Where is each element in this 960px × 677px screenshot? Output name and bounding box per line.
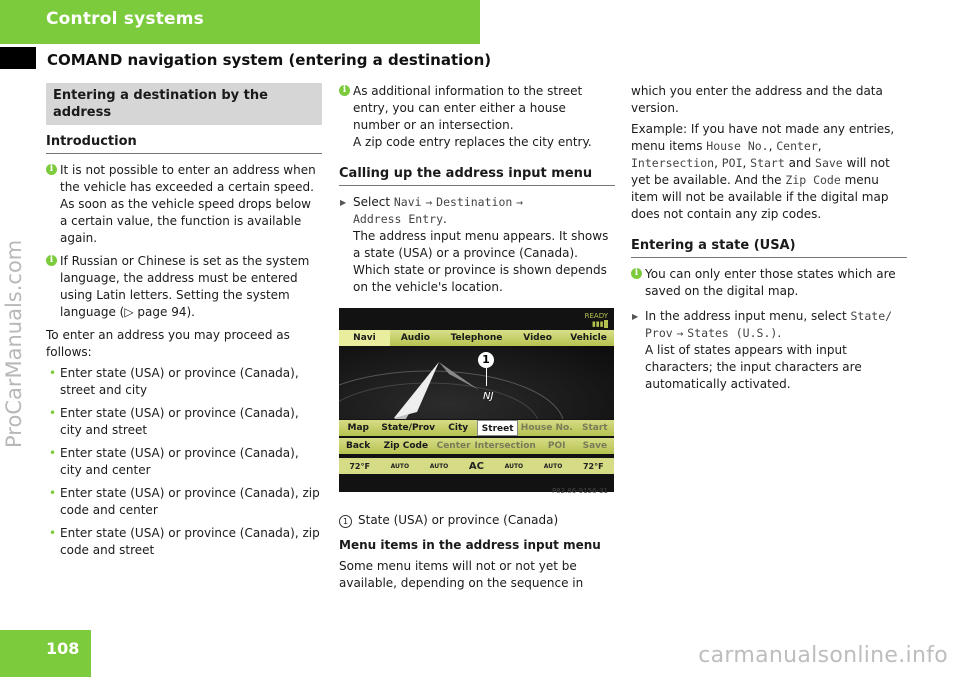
menu-street[interactable]: Street	[477, 420, 517, 436]
bullet-item: • Enter state (USA) or province (Canada), zip code and center	[46, 485, 322, 519]
info-text: It is not possible to enter an address when the vehicle has exceeded a certain speed. As soon as the vehicle speed drops below a certain value, the function is available again.	[60, 163, 316, 245]
step-desc: A list of states appears with input characters; the input characters are automatically activated.	[645, 343, 862, 391]
callout-line	[486, 368, 487, 386]
menu-path: Navi	[393, 195, 422, 209]
menu-city[interactable]: City	[448, 423, 469, 433]
legend-number: 1	[339, 515, 352, 528]
arrow-icon: →	[516, 195, 524, 209]
arrow-icon: →	[425, 195, 433, 209]
bullet-item: • Enter state (USA) or province (Canada), zip code and street	[46, 525, 322, 559]
climate-bar	[339, 458, 614, 474]
temp-left: 72°F	[349, 461, 370, 471]
menu-telephone[interactable]: Telephone	[450, 333, 503, 343]
info-note	[631, 266, 907, 300]
arrow-icon: →	[676, 326, 684, 340]
column-2	[339, 83, 615, 596]
text: Example: If you have not made any entries, menu items	[631, 122, 895, 153]
bullet-item: • Enter state (USA) or province (Canada), city and center	[46, 445, 322, 479]
step-select	[339, 194, 615, 296]
section-banner	[0, 0, 480, 44]
menu-term: Zip Code	[785, 173, 841, 187]
legend-text: State (USA) or province (Canada)	[358, 513, 559, 527]
step-text: .	[443, 212, 447, 226]
menu-zip-code[interactable]: Zip Code	[383, 441, 429, 451]
page-number-tab	[0, 630, 91, 677]
info-text-b: A zip code entry replaces the city entry.	[353, 135, 592, 149]
ready-indicator: READY ▮▮▮	[584, 312, 608, 328]
comand-screen	[339, 308, 614, 492]
address-menu-row-2	[339, 438, 614, 454]
bullet-item: • Enter state (USA) or province (Canada), street and city	[46, 365, 322, 399]
menu-house-no[interactable]: House No.	[520, 423, 573, 433]
info-note	[339, 83, 615, 151]
compass-graphic	[339, 346, 614, 419]
step-text: In the address input menu, select	[645, 309, 851, 323]
menu-path: State/	[850, 309, 893, 323]
step-desc: The address input menu appears. It shows a state (USA) or a province (Canada). Which state or province is shown depends on the vehicle's location.	[353, 229, 609, 294]
top-menu	[339, 330, 614, 346]
continued-text: which you enter the address and the data version.	[631, 84, 883, 115]
info-icon: i	[46, 164, 57, 175]
info-icon: i	[631, 268, 642, 279]
menu-intersection[interactable]: Intersection	[474, 441, 536, 451]
bottom-watermark: carmanualsonline.info	[698, 643, 948, 668]
menu-term: House No.	[706, 139, 769, 153]
bullet-item: • Enter state (USA) or province (Canada), city and street	[46, 405, 322, 439]
heading-entering-state: Entering a state (USA)	[631, 237, 907, 258]
example-text: Example: If you have not made any entries, menu items House No., Center, Intersection, POI, Start and Save will not yet be available. And the Zip Code menu item will not be available if the digital map does not contain any zip codes.	[631, 122, 895, 221]
auto-label: AUTO	[543, 462, 563, 470]
heading-calling: Calling up the address input menu	[339, 165, 615, 186]
page-subtitle: COMAND navigation system (entering a destination)	[47, 51, 492, 69]
ac-label: AC	[468, 460, 484, 472]
info-icon: i	[46, 255, 57, 266]
menu-term: Center	[776, 139, 818, 153]
menu-poi[interactable]: POI	[547, 441, 566, 451]
figure-legend	[339, 512, 615, 529]
section-title: Control systems	[46, 9, 205, 29]
ready-label: READY	[584, 312, 608, 320]
info-text: You can only enter those states which are saved on the digital map.	[645, 267, 896, 298]
menu-audio[interactable]: Audio	[400, 333, 430, 343]
text: menu item will not be available if the digital map does not contain any zip codes.	[631, 173, 889, 221]
menu-term: Intersection	[631, 156, 715, 170]
menu-path: Destination	[436, 195, 513, 209]
info-text: If Russian or Chinese is set as the system language, the address must be entered using Latin letters. Setting the system language (▷ page 94).	[60, 254, 310, 319]
comand-screen-figure	[339, 308, 614, 502]
menu-map[interactable]: Map	[347, 423, 369, 433]
auto-label: AUTO	[504, 462, 524, 470]
step-state	[631, 308, 907, 393]
menu-state-prov[interactable]: State/Prov	[381, 423, 436, 433]
menu-path: States (U.S.)	[687, 326, 778, 340]
address-menu-row-1	[339, 420, 614, 436]
step-text: Select	[353, 195, 394, 209]
menu-back[interactable]: Back	[345, 441, 371, 451]
menu-term: POI	[721, 156, 743, 170]
column-3	[631, 83, 907, 397]
heading-introduction: Introduction	[46, 133, 322, 154]
menu-save[interactable]: Save	[582, 441, 608, 451]
auto-label: AUTO	[390, 462, 410, 470]
side-watermark: ProCarManuals.com	[2, 239, 26, 448]
menu-vehicle[interactable]: Vehicle	[570, 333, 607, 343]
menu-center[interactable]: Center	[436, 441, 471, 451]
info-text: As additional information to the street entry, you can enter either a house number or an intersection.	[353, 84, 583, 132]
lead-text: To enter an address you may proceed as follows:	[46, 328, 290, 359]
text: will not yet be available. And the	[631, 156, 890, 187]
menu-items-text: Some menu items will not or not yet be available, depending on the sequence in	[339, 559, 584, 590]
menu-start[interactable]: Start	[581, 423, 608, 433]
menu-term: Save	[815, 156, 843, 170]
menu-navi[interactable]: Navi	[339, 330, 390, 346]
info-note-1	[46, 162, 322, 247]
auto-label: AUTO	[429, 462, 449, 470]
callout-marker: 1	[478, 352, 494, 368]
text: and	[788, 156, 812, 170]
state-label: NJ	[483, 391, 494, 402]
compass-map	[339, 346, 614, 419]
figure-code: P82.86-9156-31	[551, 487, 608, 495]
info-icon: i	[339, 85, 350, 96]
menu-video[interactable]: Video	[523, 333, 552, 343]
heading-menu-items: Menu items in the address input menu	[339, 538, 601, 552]
black-marker	[0, 47, 36, 69]
menu-path: Address Entry	[353, 212, 444, 226]
page-number: 108	[46, 639, 80, 658]
step-text: .	[777, 326, 782, 340]
menu-path: Prov	[645, 326, 673, 340]
temp-right: 72°F	[582, 461, 604, 471]
info-note-2	[46, 253, 322, 321]
menu-term: Start	[750, 156, 785, 170]
column-1	[46, 83, 322, 565]
box-heading: Entering a destination by the address	[46, 83, 322, 125]
